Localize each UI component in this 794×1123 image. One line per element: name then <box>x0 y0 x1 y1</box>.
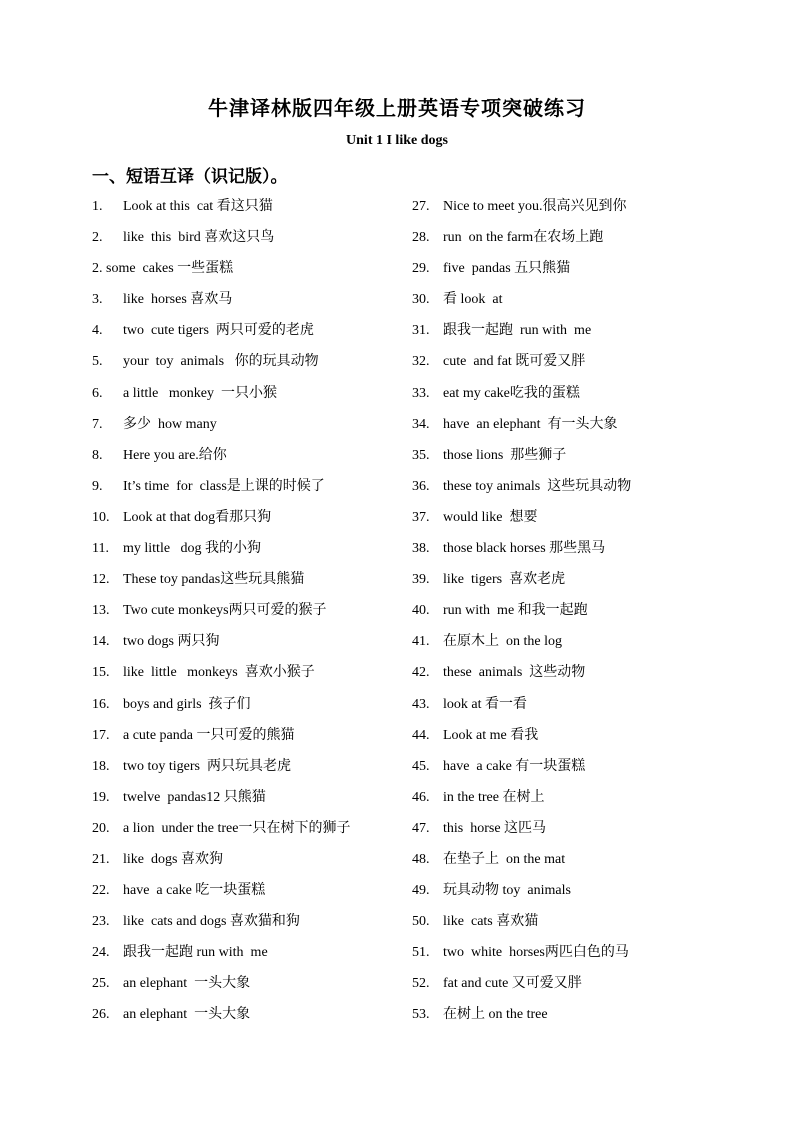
item-number: 6. <box>92 385 103 401</box>
list-item <box>92 507 402 538</box>
item-text: 跟我一起跑 run with me <box>443 323 592 339</box>
item-text: an elephant 一头大象 <box>123 976 251 992</box>
list-item <box>92 569 402 600</box>
item-text: some cakes 一些蛋糕 <box>106 261 234 277</box>
list-item <box>412 911 712 942</box>
item-number: 27. <box>412 199 430 214</box>
item-text: like horses 喜欢马 <box>123 292 233 308</box>
item-text: like this bird 喜欢这只鸟 <box>123 230 275 246</box>
item-text: those lions 那些狮子 <box>443 447 567 463</box>
item-text: two white horses两匹白色的马 <box>443 945 629 961</box>
item-number: 2. <box>92 230 103 246</box>
list-item <box>92 1004 402 1035</box>
item-text: run with me 和我一起跑 <box>443 603 588 619</box>
item-text: 跟我一起跑 run with me <box>123 945 268 961</box>
item-number: 50. <box>412 914 430 930</box>
item-text: fat and cute 又可爱又胖 <box>443 976 582 992</box>
item-number: 32. <box>412 354 430 370</box>
item-number: 26. <box>92 1007 110 1023</box>
item-text: an elephant 一头大象 <box>123 1007 251 1023</box>
list-item <box>412 725 712 756</box>
item-text: these animals 这些动物 <box>443 665 586 681</box>
list-item <box>92 662 402 693</box>
list-item <box>92 600 402 631</box>
list-item <box>92 476 402 507</box>
item-number: 8. <box>92 447 103 463</box>
list-item <box>92 289 402 320</box>
item-text: eat my cake吃我的蛋糕 <box>443 385 580 401</box>
item-number: 53. <box>412 1007 430 1023</box>
item-number: 10. <box>92 509 110 525</box>
list-item <box>412 662 712 693</box>
list-item <box>92 320 402 351</box>
list-item <box>92 880 402 911</box>
item-number: 47. <box>412 820 430 836</box>
list-item <box>412 258 712 289</box>
item-number: 18. <box>92 758 110 774</box>
list-item <box>92 445 402 476</box>
list-item <box>92 973 402 1004</box>
item-number: 3. <box>92 292 103 308</box>
list-item <box>412 818 712 849</box>
unit-subtitle: Unit 1 I like dogs <box>346 133 448 148</box>
item-text: 在垫子上 on the mat <box>443 851 566 867</box>
list-item <box>92 694 402 725</box>
item-number: 49. <box>412 883 430 899</box>
item-number: 39. <box>412 572 430 588</box>
list-item <box>412 942 712 973</box>
list-item <box>412 538 712 569</box>
list-item <box>92 383 402 414</box>
item-number: 23. <box>92 914 110 930</box>
list-item <box>412 351 712 382</box>
item-number: 43. <box>412 696 430 712</box>
item-text: five pandas 五只熊猫 <box>443 261 571 277</box>
item-number: 51. <box>412 945 430 961</box>
item-number: 25. <box>92 976 110 992</box>
list-item <box>92 787 402 818</box>
list-item <box>412 973 712 1004</box>
list-item <box>412 694 712 725</box>
item-number: 11. <box>92 541 109 557</box>
item-text: It’s time for class是上课的时候了 <box>123 478 325 494</box>
item-number: 45. <box>412 758 430 774</box>
item-number: 4. <box>92 323 103 339</box>
list-item <box>92 351 402 382</box>
item-number: 24. <box>92 945 110 961</box>
item-text: your toy animals 你的玩具动物 <box>123 354 319 370</box>
item-text: my little dog 我的小狗 <box>123 541 262 557</box>
item-number: 29. <box>412 261 430 277</box>
list-item <box>92 258 402 289</box>
list-item <box>92 196 402 227</box>
item-number: 37. <box>412 509 430 525</box>
item-text: have a cake 有一块蛋糕 <box>443 758 586 774</box>
list-item <box>92 631 402 662</box>
list-item <box>92 849 402 880</box>
list-item <box>412 227 712 258</box>
item-number: 17. <box>92 727 110 743</box>
item-number: 52. <box>412 976 430 992</box>
list-item <box>92 942 402 973</box>
list-item <box>92 227 402 258</box>
list-item <box>92 725 402 756</box>
item-number: 30. <box>412 292 430 308</box>
item-text: a lion under the tree一只在树下的狮子 <box>123 820 351 836</box>
list-item <box>92 756 402 787</box>
item-text: like tigers 喜欢老虎 <box>443 572 566 588</box>
item-number: 46. <box>412 789 430 805</box>
list-item <box>412 414 712 445</box>
list-item <box>412 631 712 662</box>
list-item <box>412 1004 712 1035</box>
list-item <box>412 880 712 911</box>
item-number: 19. <box>92 789 110 805</box>
list-item <box>92 818 402 849</box>
item-number: 14. <box>92 634 110 650</box>
item-text: in the tree 在树上 <box>443 789 545 805</box>
item-text: Nice to meet you.很高兴见到你 <box>443 199 627 214</box>
item-text: like little monkeys 喜欢小猴子 <box>123 665 315 681</box>
item-text: have an elephant 有一头大象 <box>443 416 618 432</box>
item-text: like dogs 喜欢狗 <box>123 851 223 867</box>
item-text: boys and girls 孩子们 <box>123 696 251 712</box>
item-number: 41. <box>412 634 430 650</box>
item-text: a little monkey 一只小猴 <box>123 385 277 401</box>
item-number: 33. <box>412 385 430 401</box>
list-item <box>412 383 712 414</box>
item-number: 15. <box>92 665 110 681</box>
item-text: 在原木上 on the log <box>443 634 562 650</box>
item-number: 48. <box>412 851 430 867</box>
list-item <box>92 538 402 569</box>
item-text: Two cute monkeys两只可爱的猴子 <box>123 603 327 619</box>
list-item <box>92 911 402 942</box>
item-text: 在树上 on the tree <box>443 1007 548 1023</box>
list-item <box>92 414 402 445</box>
item-number: 35. <box>412 447 430 463</box>
item-text: Look at that dog看那只狗 <box>123 509 272 525</box>
item-text: this horse 这匹马 <box>443 820 547 836</box>
page-title: 牛津译林版四年级上册英语专项突破练习 <box>208 98 586 120</box>
item-text: 多少 how many <box>123 416 217 432</box>
item-number: 5. <box>92 354 103 370</box>
list-item <box>412 756 712 787</box>
item-number: 13. <box>92 603 110 619</box>
item-text: a cute panda 一只可爱的熊猫 <box>123 727 295 743</box>
item-text: look at 看一看 <box>443 696 527 712</box>
item-number: 38. <box>412 541 430 557</box>
item-text: these toy animals 这些玩具动物 <box>443 478 632 494</box>
item-number: 1. <box>92 199 103 214</box>
list-item <box>412 507 712 538</box>
list-item <box>412 476 712 507</box>
list-item <box>412 569 712 600</box>
item-text: two dogs 两只狗 <box>123 634 220 650</box>
right-column <box>412 196 712 1036</box>
item-text: Look at me 看我 <box>443 727 539 743</box>
item-text: Look at this cat 看这只猫 <box>123 199 273 214</box>
item-number: 34. <box>412 416 430 432</box>
item-text: run on the farm在农场上跑 <box>443 230 604 246</box>
item-text: like cats and dogs 喜欢猫和狗 <box>123 914 300 930</box>
section-heading: 一、短语互译（识记版）。 <box>92 167 288 186</box>
item-text: These toy pandas这些玩具熊猫 <box>123 572 305 588</box>
list-item <box>412 445 712 476</box>
list-item <box>412 289 712 320</box>
item-number: 20. <box>92 820 110 836</box>
list-item <box>412 849 712 880</box>
item-number: 36. <box>412 478 430 494</box>
item-text: two toy tigers 两只玩具老虎 <box>123 758 291 774</box>
item-number: 28. <box>412 230 430 246</box>
list-item <box>412 600 712 631</box>
item-number: 22. <box>92 883 110 899</box>
item-text: Here you are.给你 <box>123 447 227 463</box>
item-text: would like 想要 <box>443 509 538 525</box>
item-text: two cute tigers 两只可爱的老虎 <box>123 323 314 339</box>
item-text: cute and fat 既可爱又胖 <box>443 354 586 370</box>
item-number: 9. <box>92 478 103 494</box>
list-item <box>412 787 712 818</box>
left-column <box>92 196 402 1036</box>
item-text: 玩具动物 toy animals <box>443 883 571 899</box>
list-item <box>412 196 712 227</box>
item-number: 44. <box>412 727 430 743</box>
item-number: 7. <box>92 416 103 432</box>
item-number: 12. <box>92 572 110 588</box>
item-text: have a cake 吃一块蛋糕 <box>123 883 266 899</box>
item-number: 16. <box>92 696 110 712</box>
item-text: twelve pandas12 只熊猫 <box>123 789 266 805</box>
item-number: 21. <box>92 851 110 867</box>
item-number: 42. <box>412 665 430 681</box>
item-number: 31. <box>412 323 430 339</box>
item-text: like cats 喜欢猫 <box>443 914 539 930</box>
list-item <box>412 320 712 351</box>
item-number: 2. <box>92 261 103 277</box>
item-number: 40. <box>412 603 430 619</box>
item-text: 看 look at <box>443 292 503 308</box>
item-text: those black horses 那些黑马 <box>443 541 606 557</box>
